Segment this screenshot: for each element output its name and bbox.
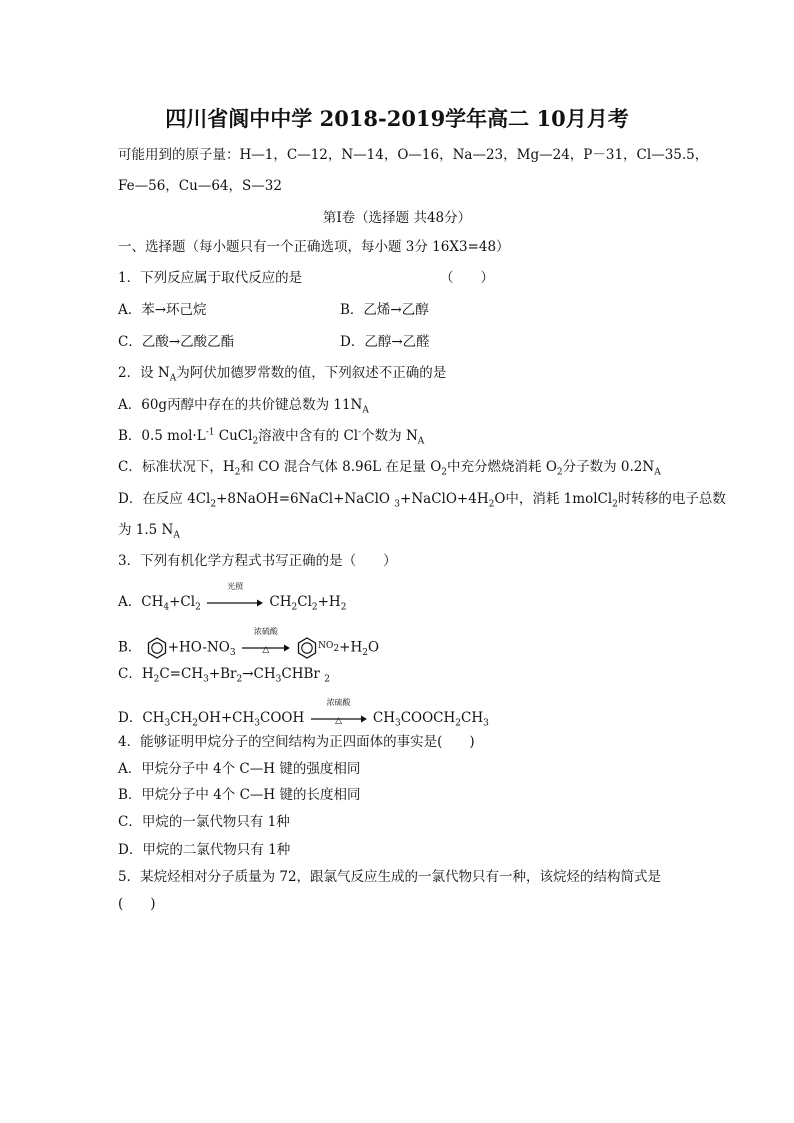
q3-stem: 3．下列有机化学方程式书写正确的是（ ） [118, 553, 397, 569]
q2-d-sub-2: 3 [394, 499, 401, 510]
q3-d-prod-1: CH [372, 710, 395, 726]
q2-b-sub-2: 2 [252, 436, 259, 447]
nitro-label-sub: 2 [333, 643, 340, 654]
part-title: 一、选择题（每小题只有一个正确选项，每小题 3分 16X3=48） [118, 239, 510, 255]
q2-b-text-2: CuCl [214, 428, 253, 444]
q3-d-arrow [311, 697, 367, 728]
q3-b-reagent: +HO-NO [167, 639, 230, 656]
nitro-group-label [318, 640, 340, 654]
q2-b-text-3: 溶液中含有的 Cl [258, 428, 359, 444]
q3-d-heat: △ [335, 715, 343, 726]
q3-c-text-4: →CH [242, 666, 276, 682]
q3-d-text-3: OH+CH [198, 710, 255, 726]
q3-option-b [118, 627, 380, 660]
q2-option-b [118, 427, 424, 445]
q2-b-sup-1: -1 [205, 427, 215, 438]
benzene-ring-icon [146, 636, 168, 660]
exam-title: 四川省阆中中学 2018-2019学年高二 10月月考 [165, 106, 629, 131]
q3-d-text-1: D．CH [118, 710, 165, 726]
q2-c-text-3: 中充分燃烧消耗 O [447, 459, 557, 475]
q3-a-cl: +Cl [169, 594, 196, 610]
q1-option-c: C．乙酸→乙酸乙酯 [118, 334, 235, 350]
q2-option-c [118, 458, 661, 476]
q1-option-b: B．乙烯→乙醇 [340, 302, 429, 318]
q3-option-a [118, 581, 347, 613]
q3-a-product-h: +H [317, 594, 341, 610]
q3-a-condition: 光照 [227, 581, 244, 591]
q2-stem-post: 为阿伏加德罗常数的值，下列叙述不正确的是 [176, 365, 447, 381]
q4-stem: 4．能够证明甲烷分子的空间结构为正四面体的事实是( ) [118, 734, 475, 750]
q3-d-prod-2: COOCH [400, 710, 456, 726]
q1-option-a: A．苯→环己烷 [118, 302, 207, 318]
q3-b-product-sub: 2 [362, 648, 368, 659]
q3-b-arrow [242, 627, 290, 657]
nitro-label-text: NO [318, 640, 334, 651]
q2-c-sub-1: 2 [234, 467, 241, 478]
q3-option-c [118, 665, 330, 683]
q3-a-sub-4: 4 [163, 602, 170, 613]
q2-d-cont-sub: A [173, 530, 180, 541]
q2-d-sub-1: 2 [210, 499, 217, 510]
q3-d-prod-sub-3: 3 [483, 718, 489, 729]
reaction-arrow-icon [207, 599, 263, 607]
q1-stem [118, 269, 494, 287]
q3-a-arrow [207, 581, 263, 612]
q4-option-a: A．甲烷分子中 4个 C—H 键的强度相同 [118, 761, 361, 777]
q2-b-text-1: B．0.5 mol·L [118, 428, 206, 444]
q2-d-sub-3: 2 [488, 499, 495, 510]
q2-stem-pre: 2．设 N [118, 365, 170, 381]
q3-c-text-1: C．H [118, 666, 154, 682]
q3-d-text-2: CH [170, 710, 193, 726]
q3-a-label: A． [118, 594, 142, 610]
q3-c-sub-3: 2 [236, 674, 243, 685]
q2-b-sub-a: A [417, 436, 425, 447]
q2-c-sub-3: 2 [556, 467, 563, 478]
q3-d-prod-3: CH [461, 710, 484, 726]
q2-d-text-5: 时转移的电子总数 [617, 491, 726, 507]
q2-option-d [118, 490, 726, 508]
q2-d-text-3: +NaClO+4H [400, 491, 489, 507]
q3-b-condition: 浓硫酸 [253, 627, 278, 636]
q5-answer-bracket: ( ) [118, 896, 156, 912]
q3-d-text-4: COOH [260, 710, 305, 726]
q2-c-text-4: 分子数为 0.2N [562, 459, 655, 475]
q2-option-d-cont [118, 521, 180, 539]
q4-option-c: C．甲烷的一氯代物只有 1种 [118, 814, 290, 830]
q3-c-sub-4: 3 [275, 674, 282, 685]
q2-c-text-1: C．标准状况下，H [118, 459, 235, 475]
q3-d-sub-2: 2 [192, 718, 199, 729]
q2-option-a [118, 396, 369, 414]
q2-b-text-4: 个数为 N [361, 428, 418, 444]
q4-option-b: B．甲烷分子中 4个 C—H 键的长度相同 [118, 787, 361, 803]
q3-b-label: B． [118, 639, 142, 656]
q3-a-product-sub-2: 2 [311, 602, 318, 613]
q2-d-cont-text: 为 1.5 N [118, 522, 174, 538]
q5-stem: 5．某烷烃相对分子质量为 72，跟氯气反应生成的一氯代物只有一种，该烷烃的结构简式是 [118, 869, 662, 885]
q3-a-product-sub-1: 2 [291, 602, 298, 613]
q2-a-text: A．60g丙醇中存在的共价键总数为 11N [118, 397, 363, 413]
q2-a-sub: A [362, 405, 369, 416]
atomic-mass-line-1: 可能用到的原子量：H—1，C—12，N—14，O—16，Na—23，Mg—24，P－31，Cl—35.5， [118, 147, 709, 163]
q2-c-text-2: 和 CO 混合气体 8.96L 在足量 O [240, 459, 442, 475]
q2-stem-sub: A [169, 373, 177, 384]
q2-d-text-2: +8NaOH=6NaCl+NaClO [216, 491, 395, 507]
q3-c-text-3: +Br [208, 666, 237, 682]
q2-c-sub-2: 2 [441, 467, 448, 478]
q3-d-sub-1: 3 [164, 718, 171, 729]
q2-d-text-1: D．在反应 4Cl [118, 491, 211, 507]
q2-c-sub-a: A [654, 467, 661, 478]
q3-c-text-5: CHBr [281, 666, 325, 682]
q2-d-sub-4: 2 [612, 499, 618, 510]
atomic-mass-line-2: Fe—56，Cu—64，S—32 [118, 178, 282, 194]
q3-d-condition: 浓硫酸 [326, 697, 351, 707]
q3-c-text-2: C=CH [159, 666, 204, 682]
q3-c-sub-5: 2 [324, 674, 330, 685]
q3-b-sub-3: 3 [229, 648, 236, 659]
q3-b-product-o: O [367, 639, 380, 656]
q2-stem [118, 364, 446, 382]
q3-d-sub-3: 3 [254, 718, 261, 729]
q3-d-prod-sub-1: 3 [394, 718, 401, 729]
q3-a-product-cl: Cl [297, 594, 312, 610]
q3-b-heat: △ [262, 645, 270, 655]
q3-a-product-sub-3: 2 [340, 602, 347, 613]
q3-c-sub-2: 3 [203, 674, 209, 685]
q1-answer-bracket: （ ） [440, 270, 494, 286]
q1-option-d: D．乙醇→乙醛 [340, 334, 430, 350]
nitrobenzene-ring-icon [296, 636, 318, 660]
q3-b-product: +H [339, 639, 363, 656]
section-title: 第Ⅰ卷（选择题 共48分） [322, 210, 472, 226]
q2-d-text-4: O中，消耗 1molCl [494, 491, 613, 507]
q1-stem-text: 1．下列反应属于取代反应的是 [118, 270, 303, 286]
q4-option-d: D．甲烷的二氯代物只有 1种 [118, 842, 291, 858]
q3-d-prod-sub-2: 2 [455, 718, 462, 729]
q3-a-ch: CH [141, 594, 164, 610]
q3-a-product-ch: CH [269, 594, 292, 610]
q3-a-sub-2: 2 [195, 602, 201, 613]
q3-c-sub-1: 2 [153, 674, 160, 685]
q2-b-sup-2: - [358, 427, 362, 438]
q3-option-d [118, 697, 489, 729]
